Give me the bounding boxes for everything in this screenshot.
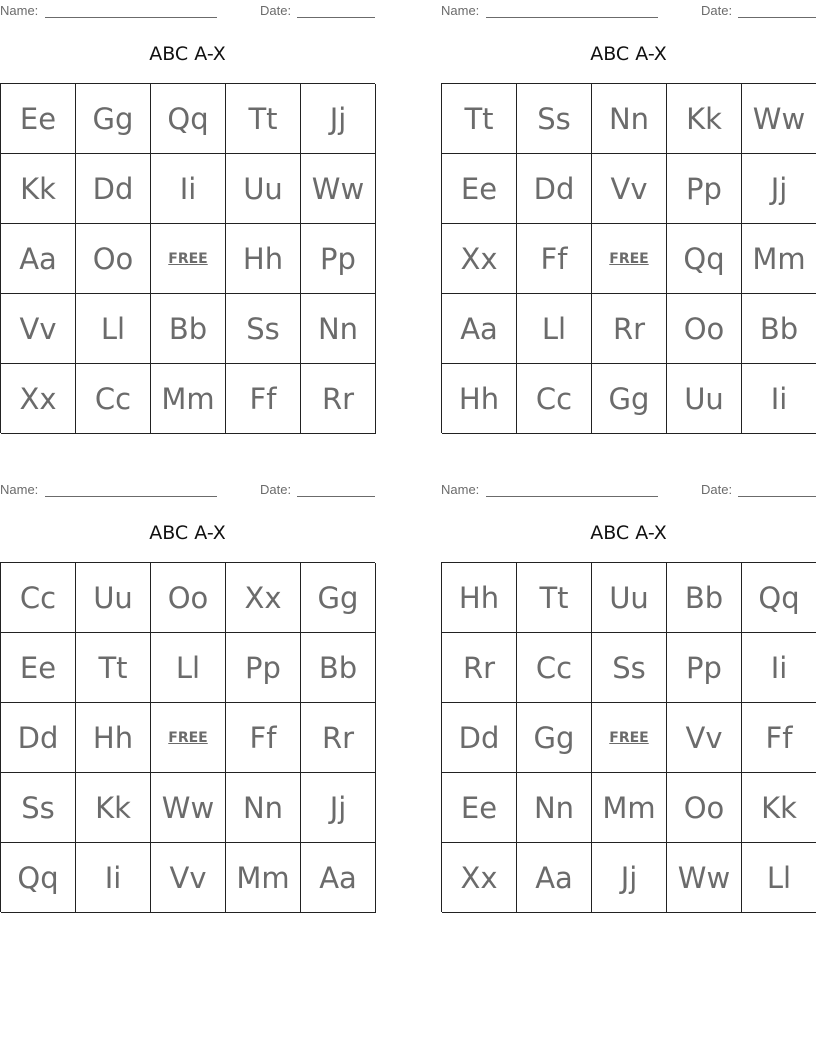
card-header: [441, 479, 816, 501]
bingo-cell[interactable]: Ee: [1, 633, 76, 703]
bingo-cell[interactable]: Dd: [1, 703, 76, 773]
date-field[interactable]: [738, 482, 816, 497]
date-label: Date:: [701, 482, 733, 497]
bingo-cell[interactable]: Ss: [226, 294, 301, 364]
date-label: Date:: [260, 482, 292, 497]
bingo-cell[interactable]: Jj: [742, 154, 816, 224]
bingo-cell[interactable]: Ee: [442, 773, 517, 843]
bingo-cell[interactable]: Qq: [742, 563, 816, 633]
name-field[interactable]: [486, 482, 658, 497]
bingo-card-4: [441, 479, 816, 911]
bingo-cell[interactable]: Tt: [76, 633, 151, 703]
bingo-cell[interactable]: Pp: [667, 154, 742, 224]
bingo-cell[interactable]: Tt: [517, 563, 592, 633]
bingo-cell[interactable]: Oo: [667, 773, 742, 843]
bingo-cell[interactable]: Kk: [742, 773, 816, 843]
card-header: [0, 479, 375, 501]
bingo-cell[interactable]: Ll: [151, 633, 226, 703]
bingo-cell[interactable]: Nn: [301, 294, 376, 364]
bingo-cell[interactable]: Gg: [76, 84, 151, 154]
bingo-cell[interactable]: Uu: [592, 563, 667, 633]
bingo-cell[interactable]: Aa: [301, 843, 376, 913]
bingo-cell[interactable]: Jj: [592, 843, 667, 913]
bingo-cell[interactable]: Pp: [667, 633, 742, 703]
bingo-cell[interactable]: Tt: [442, 84, 517, 154]
date-field[interactable]: [297, 482, 375, 497]
bingo-cell[interactable]: Vv: [151, 843, 226, 913]
bingo-cell[interactable]: Bb: [667, 563, 742, 633]
bingo-cell[interactable]: Xx: [442, 224, 517, 294]
bingo-card-1: [0, 0, 375, 432]
bingo-cell[interactable]: Jj: [301, 84, 376, 154]
bingo-cell[interactable]: Qq: [667, 224, 742, 294]
bingo-cell[interactable]: Mm: [742, 224, 816, 294]
bingo-cell[interactable]: Ss: [592, 633, 667, 703]
bingo-cell[interactable]: Xx: [1, 364, 76, 434]
bingo-grid: [441, 83, 816, 433]
free-space[interactable]: FREE: [151, 703, 226, 773]
bingo-cell[interactable]: Vv: [592, 154, 667, 224]
bingo-cell[interactable]: Ll: [517, 294, 592, 364]
bingo-cell[interactable]: Qq: [151, 84, 226, 154]
bingo-cell[interactable]: Ii: [742, 364, 816, 434]
bingo-cell[interactable]: Rr: [301, 703, 376, 773]
bingo-cell[interactable]: Mm: [592, 773, 667, 843]
card-title: ABC A-X: [149, 43, 226, 65]
bingo-cell[interactable]: Qq: [1, 843, 76, 913]
bingo-cell[interactable]: Hh: [442, 563, 517, 633]
bingo-cell[interactable]: Ww: [301, 154, 376, 224]
bingo-cell[interactable]: Oo: [76, 224, 151, 294]
bingo-cell[interactable]: Dd: [76, 154, 151, 224]
bingo-cell[interactable]: Tt: [226, 84, 301, 154]
card-title: ABC A-X: [590, 43, 667, 65]
bingo-cell[interactable]: Bb: [151, 294, 226, 364]
date-field[interactable]: [738, 3, 816, 18]
bingo-cell[interactable]: Vv: [1, 294, 76, 364]
bingo-cell[interactable]: Dd: [442, 703, 517, 773]
bingo-cell[interactable]: Ii: [151, 154, 226, 224]
card-header: [0, 0, 375, 22]
bingo-card-2: [441, 0, 816, 432]
bingo-cell[interactable]: Hh: [76, 703, 151, 773]
bingo-cell[interactable]: Hh: [442, 364, 517, 434]
card-header: [441, 0, 816, 22]
bingo-cell[interactable]: Ee: [1, 84, 76, 154]
bingo-cell[interactable]: Cc: [1, 563, 76, 633]
bingo-cell[interactable]: Gg: [517, 703, 592, 773]
bingo-cell[interactable]: Aa: [442, 294, 517, 364]
bingo-grid: [0, 562, 375, 912]
bingo-grid: [441, 562, 816, 912]
bingo-cell[interactable]: Nn: [226, 773, 301, 843]
free-space[interactable]: FREE: [592, 224, 667, 294]
name-label: Name:: [0, 3, 39, 18]
bingo-cell[interactable]: Gg: [301, 563, 376, 633]
bingo-cell[interactable]: Mm: [151, 364, 226, 434]
date-label: Date:: [701, 3, 733, 18]
bingo-cell[interactable]: Gg: [592, 364, 667, 434]
bingo-cell[interactable]: Rr: [442, 633, 517, 703]
date-field[interactable]: [297, 3, 375, 18]
name-field[interactable]: [486, 3, 658, 18]
bingo-cell[interactable]: Uu: [226, 154, 301, 224]
bingo-cell[interactable]: Ww: [742, 84, 816, 154]
bingo-cell[interactable]: Bb: [742, 294, 816, 364]
bingo-cell[interactable]: Ll: [742, 843, 816, 913]
bingo-cell[interactable]: Kk: [667, 84, 742, 154]
bingo-cell[interactable]: Aa: [517, 843, 592, 913]
bingo-cell[interactable]: Xx: [226, 563, 301, 633]
name-label: Name:: [441, 482, 480, 497]
bingo-cell[interactable]: Oo: [151, 563, 226, 633]
bingo-cell[interactable]: Jj: [301, 773, 376, 843]
bingo-cell[interactable]: Pp: [226, 633, 301, 703]
name-label: Name:: [0, 482, 39, 497]
bingo-cell[interactable]: Hh: [226, 224, 301, 294]
bingo-cell[interactable]: Pp: [301, 224, 376, 294]
name-field[interactable]: [45, 3, 217, 18]
bingo-cell[interactable]: Ff: [226, 364, 301, 434]
date-label: Date:: [260, 3, 292, 18]
bingo-cell[interactable]: Uu: [76, 563, 151, 633]
bingo-cell[interactable]: Rr: [592, 294, 667, 364]
bingo-cell[interactable]: Ww: [667, 843, 742, 913]
bingo-cell[interactable]: Ff: [742, 703, 816, 773]
bingo-cell[interactable]: Dd: [517, 154, 592, 224]
card-title: ABC A-X: [149, 522, 226, 544]
bingo-cell[interactable]: Uu: [667, 364, 742, 434]
name-field[interactable]: [45, 482, 217, 497]
bingo-cell[interactable]: Xx: [442, 843, 517, 913]
bingo-cell[interactable]: Nn: [592, 84, 667, 154]
bingo-cell[interactable]: Aa: [1, 224, 76, 294]
bingo-cell[interactable]: Ff: [517, 224, 592, 294]
bingo-cell[interactable]: Mm: [226, 843, 301, 913]
card-title: ABC A-X: [590, 522, 667, 544]
bingo-card-3: [0, 479, 375, 911]
bingo-cell[interactable]: Vv: [667, 703, 742, 773]
bingo-cell[interactable]: Oo: [667, 294, 742, 364]
bingo-cell[interactable]: Cc: [517, 633, 592, 703]
bingo-cell[interactable]: Cc: [76, 364, 151, 434]
bingo-cell[interactable]: Cc: [517, 364, 592, 434]
bingo-cell[interactable]: Ll: [76, 294, 151, 364]
free-space[interactable]: FREE: [151, 224, 226, 294]
bingo-cell[interactable]: Ww: [151, 773, 226, 843]
bingo-cell[interactable]: Rr: [301, 364, 376, 434]
name-label: Name:: [441, 3, 480, 18]
bingo-cell[interactable]: Ee: [442, 154, 517, 224]
bingo-grid: [0, 83, 375, 433]
bingo-cell[interactable]: Ff: [226, 703, 301, 773]
bingo-cell[interactable]: Ii: [742, 633, 816, 703]
bingo-cell[interactable]: Kk: [76, 773, 151, 843]
bingo-cell[interactable]: Bb: [301, 633, 376, 703]
bingo-cell[interactable]: Ss: [1, 773, 76, 843]
bingo-cell[interactable]: Ii: [76, 843, 151, 913]
free-space[interactable]: FREE: [592, 703, 667, 773]
bingo-cell[interactable]: Kk: [1, 154, 76, 224]
bingo-cell[interactable]: Ss: [517, 84, 592, 154]
bingo-cell[interactable]: Nn: [517, 773, 592, 843]
